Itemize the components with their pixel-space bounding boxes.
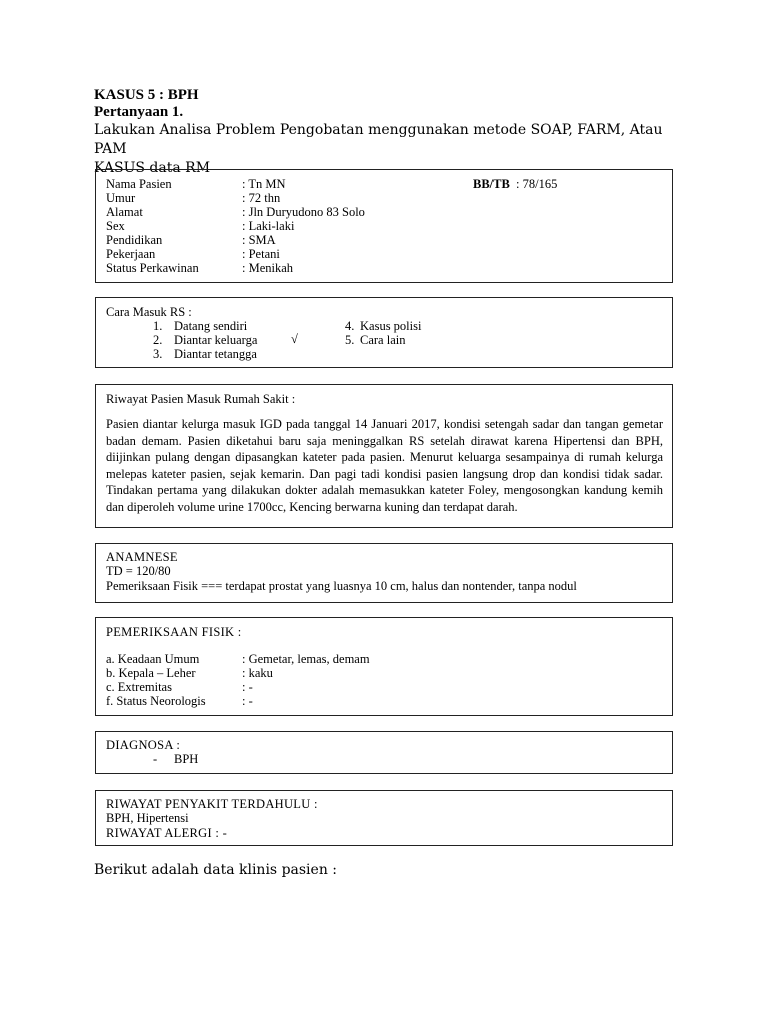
clinical-data-intro: Berikut adalah data klinis pasien :: [94, 862, 338, 878]
bbtb-label: BB/TB: [473, 177, 510, 191]
option-1-number: 1.: [153, 319, 163, 333]
age-value: : 72 thn: [242, 191, 281, 205]
option-1-text: Datang sendiri: [174, 319, 248, 333]
marital-status-value: : Menikah: [242, 261, 294, 275]
option-5-number: 5.: [345, 333, 355, 347]
patient-name-value: : Tn MN: [242, 177, 286, 191]
head-neck-value: : kaku: [242, 666, 273, 680]
diagnosis-value: BPH: [174, 752, 199, 766]
allergy-history: RIWAYAT ALERGI : -: [106, 826, 228, 840]
occupation-value: : Petani: [242, 247, 280, 261]
option-2-text: Diantar keluarga: [174, 333, 258, 347]
patient-info-box: [95, 169, 673, 283]
option-2-number: 2.: [153, 333, 163, 347]
neurological-status-label: f. Status Neorologis: [106, 694, 206, 708]
general-condition-label: a. Keadaan Umum: [106, 652, 200, 666]
option-3-number: 3.: [153, 347, 163, 361]
medical-history-box: [95, 790, 673, 846]
extremities-value: : -: [242, 680, 253, 694]
admission-history-text: Pasien diantar kelurga masuk IGD pada tanggal 14 Januari 2017, kondisi setengah sadar dan tangan gemetar badan demam. Pasien diketahui baru saja meninggalkan RS setelah dirawat karena Hipertensi dan BPH, diijinkan pulang dengan dipasangkan kateter pada pasien. Menurut keluarga sesampainya di rumah kelurga melepas kateter pasien, sejak kemarin. Dan pagi tadi kondisi pasien langsung drop dan kondisi tidak sadar. Tindakan pertama yang dilakukan dokter adalah memasukkan kateter Foley, mengosongkan kandung kemih dan diperoleh volume urine 1700cc, Kencing berwarna kuning dan terdapat darah.: [106, 417, 663, 514]
question-heading: Pertanyaan 1.: [94, 104, 184, 120]
case-heading: KASUS 5 : BPH: [94, 87, 199, 103]
age-label: Umur: [106, 191, 136, 205]
admission-history-box: [95, 384, 673, 528]
option-5-text: Cara lain: [360, 333, 406, 347]
intro-line-2: KASUS data RM: [94, 160, 211, 176]
admission-history-title: Riwayat Pasien Masuk Rumah Sakit :: [106, 392, 296, 406]
bbtb-value: : 78/165: [516, 177, 558, 191]
admission-method-title: Cara Masuk RS :: [106, 305, 192, 319]
diagnosis-title: DIAGNOSA :: [106, 738, 181, 752]
patient-name-label: Nama Pasien: [106, 177, 172, 191]
diagnosis-dash: -: [153, 752, 158, 766]
sex-label: Sex: [106, 219, 125, 233]
neurological-status-value: : -: [242, 694, 253, 708]
occupation-label: Pekerjaan: [106, 247, 156, 261]
option-4-number: 4.: [345, 319, 355, 333]
general-condition-value: : Gemetar, lemas, demam: [242, 652, 370, 666]
address-value: : Jln Duryudono 83 Solo: [242, 205, 365, 219]
checkmark-icon: √: [291, 332, 298, 346]
marital-status-label: Status Perkawinan: [106, 261, 199, 275]
option-4-text: Kasus polisi: [360, 319, 422, 333]
diagnosis-box: [95, 731, 673, 774]
address-label: Alamat: [106, 205, 143, 219]
medical-history-title: RIWAYAT PENYAKIT TERDAHULU :: [106, 797, 318, 811]
medical-history-value: BPH, Hipertensi: [106, 811, 189, 825]
education-value: : SMA: [242, 233, 276, 247]
education-label: Pendidikan: [106, 233, 163, 247]
admission-method-box: [95, 297, 673, 368]
physical-exam-note: Pemeriksaan Fisik === terdapat prostat yang luasnya 10 cm, halus dan nontender, tanpa nodul: [106, 579, 577, 593]
anamnesis-title: ANAMNESE: [106, 550, 178, 564]
blood-pressure: TD = 120/80: [106, 564, 171, 578]
anamnesis-box: [95, 543, 673, 603]
extremities-label: c. Extremitas: [106, 680, 172, 694]
intro-line-1: Lakukan Analisa Problem Pengobatan menggunakan metode SOAP, FARM, Atau PAM: [94, 122, 663, 157]
sex-value: : Laki-laki: [242, 219, 295, 233]
head-neck-label: b. Kepala – Leher: [106, 666, 196, 680]
option-3-text: Diantar tetangga: [174, 347, 257, 361]
physical-examination-title: PEMERIKSAAN FISIK :: [106, 625, 242, 639]
physical-examination-box: [95, 617, 673, 716]
